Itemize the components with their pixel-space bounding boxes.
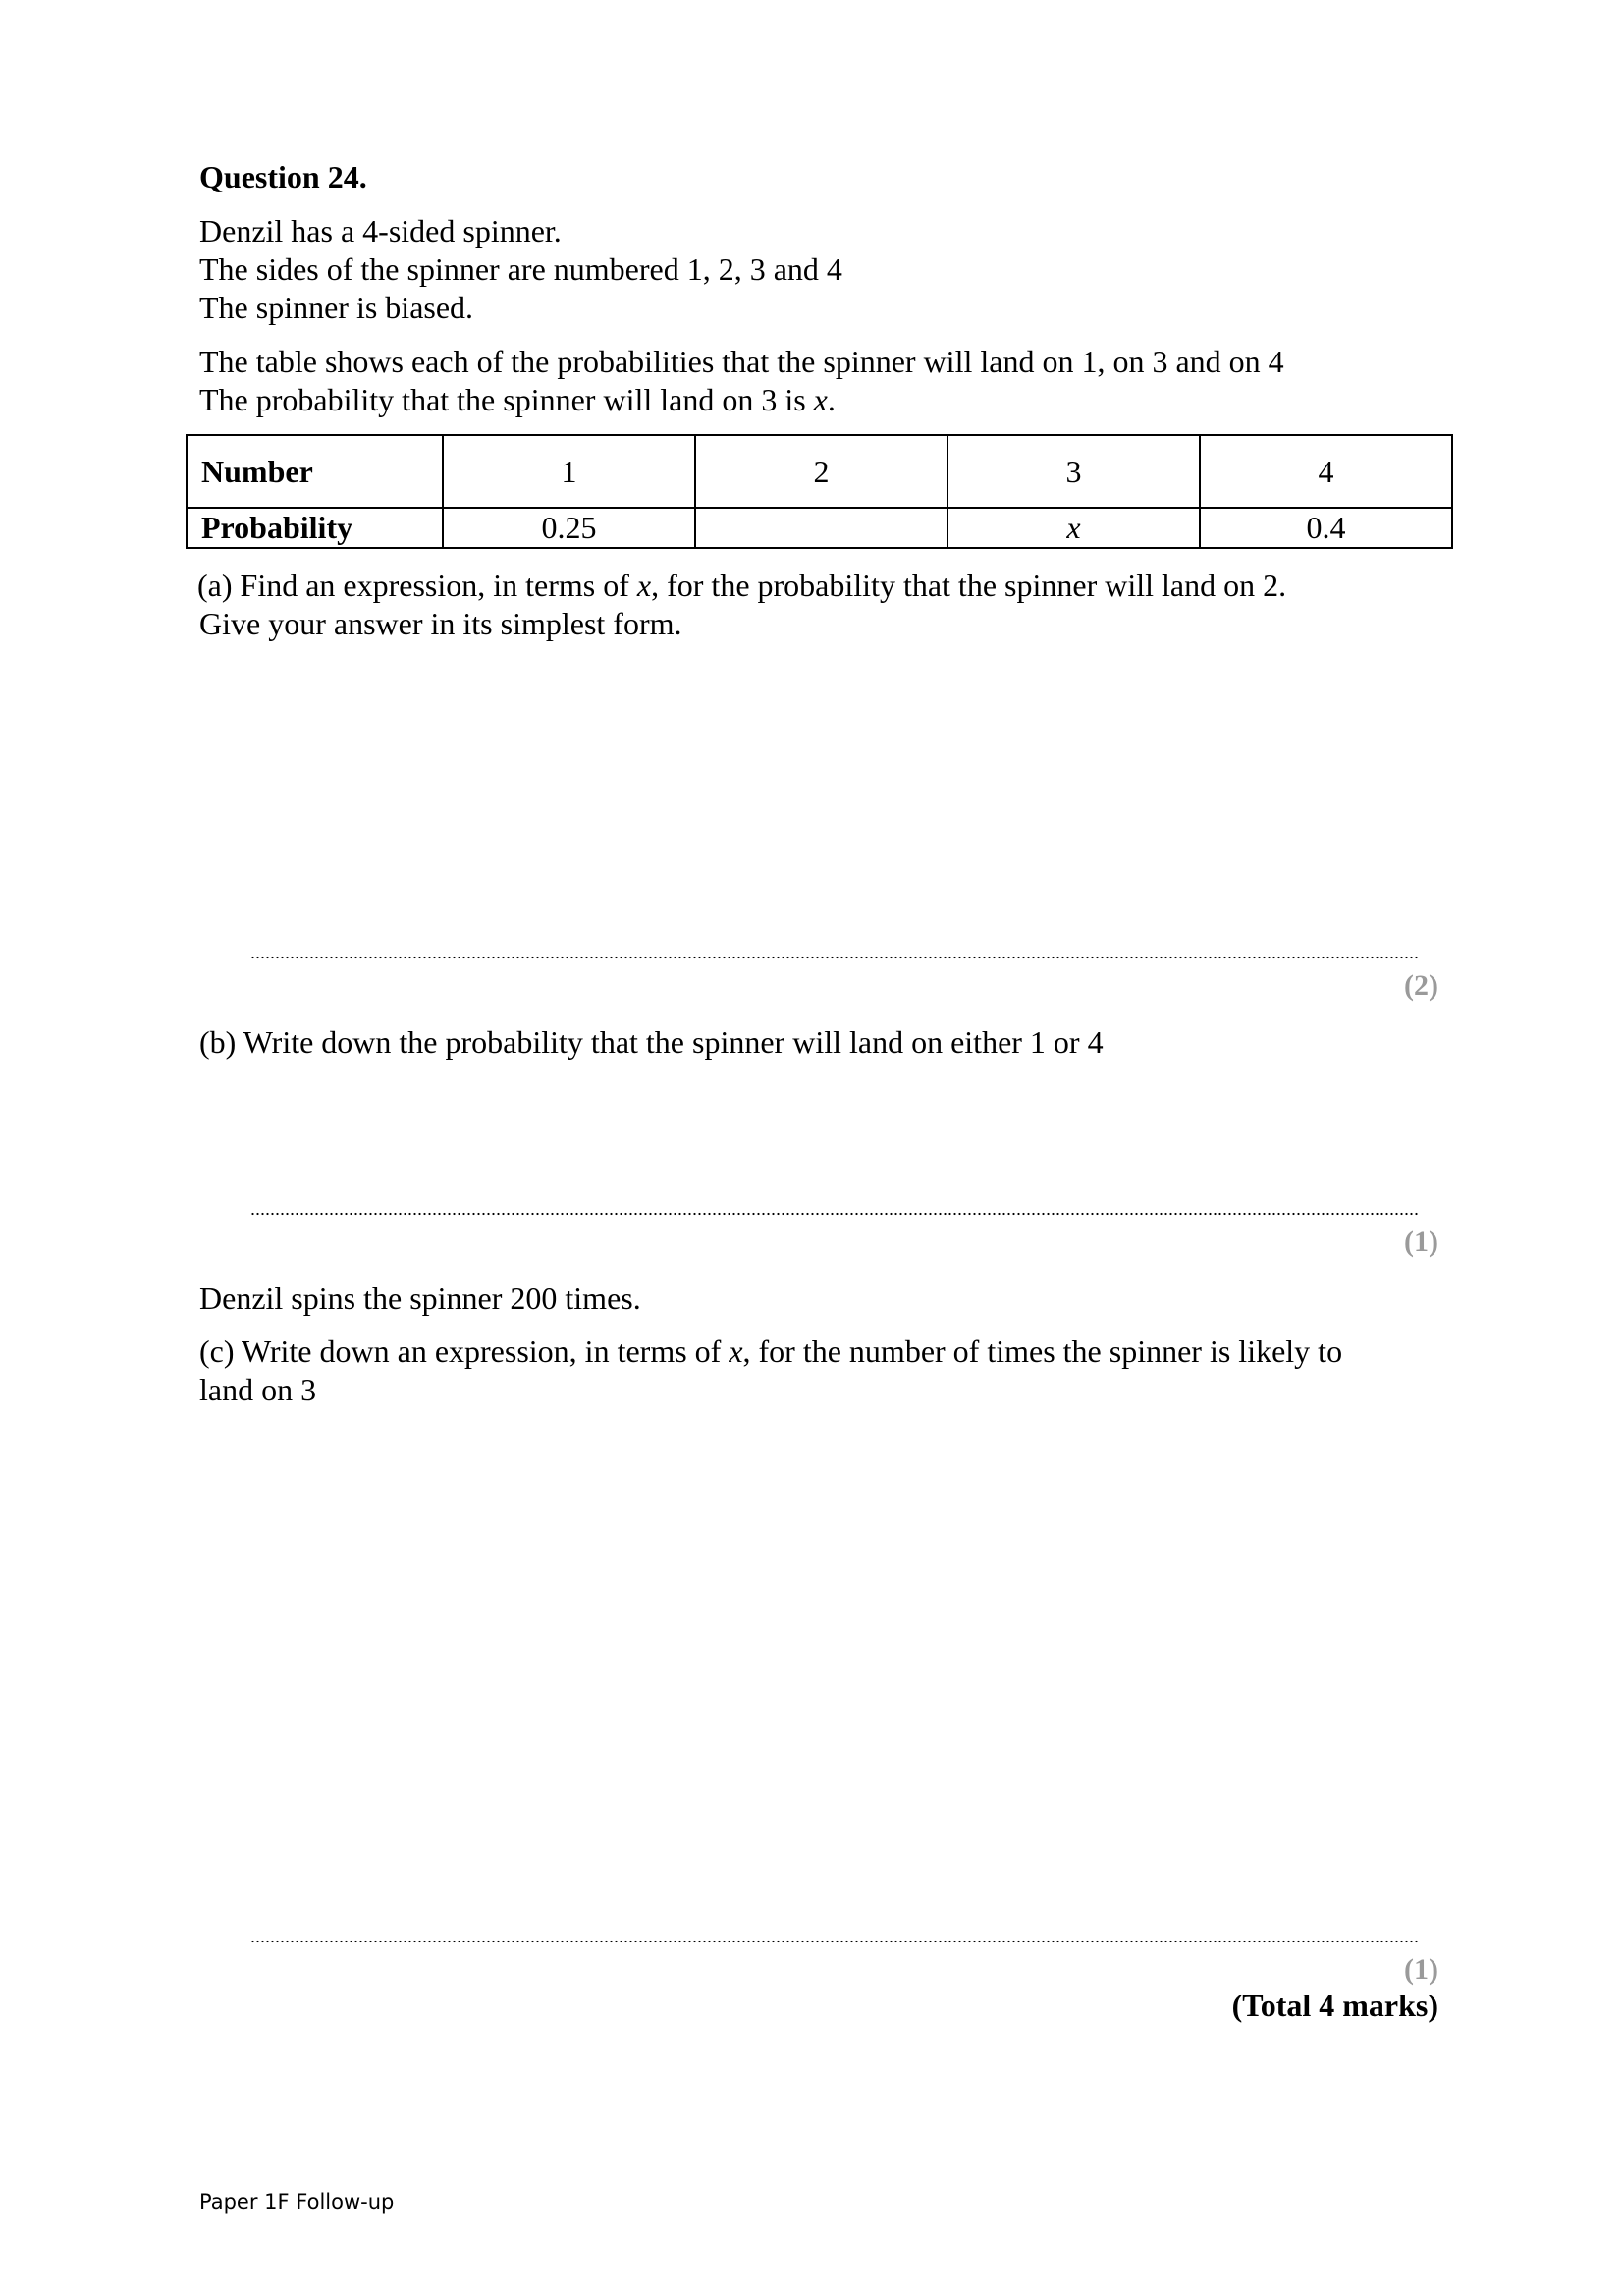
- part-a-text-end: , for the probability that the spinner will land on 2.: [651, 568, 1287, 603]
- part-c-text: (c) Write down an expression, in terms of: [199, 1334, 730, 1369]
- number-cell-2: 2: [695, 435, 947, 508]
- part-c-line-1: [199, 1333, 1342, 1371]
- number-cell-4: 4: [1200, 435, 1452, 508]
- total-marks: (Total 4 marks): [1231, 1988, 1438, 2023]
- answer-line-a[interactable]: [250, 956, 1419, 959]
- part-c-intro: Denzil spins the spinner 200 times.: [199, 1281, 641, 1316]
- variable-x: x: [729, 1334, 743, 1369]
- part-a-line-2: Give your answer in its simplest form.: [199, 606, 682, 641]
- question-title: Question 24.: [199, 159, 367, 194]
- table-intro-line-2: [199, 381, 836, 419]
- table-intro-line-2-end: .: [827, 382, 836, 417]
- page-footer: Paper 1F Follow-up: [199, 2190, 395, 2214]
- part-b-text: (b) Write down the probability that the spinner will land on either 1 or 4: [199, 1024, 1104, 1060]
- probability-cell-2: [695, 508, 947, 548]
- part-c-text-end: , for the number of times the spinner is likely to: [742, 1334, 1343, 1369]
- row-header-number: Number: [187, 435, 443, 508]
- variable-x: x: [813, 382, 828, 417]
- part-a-line-1: [197, 567, 1286, 605]
- table-intro-line-1: The table shows each of the probabilities that the spinner will land on 1, on 3 and on 4: [199, 344, 1284, 379]
- probability-cell-1: 0.25: [443, 508, 695, 548]
- part-c-line-2: land on 3: [199, 1372, 317, 1407]
- row-header-probability: Probability: [187, 508, 443, 548]
- intro-line-2: The sides of the spinner are numbered 1, 2, 3 and 4: [199, 251, 842, 287]
- marks-b: (1): [1404, 1226, 1438, 1258]
- probability-table: [186, 434, 1453, 549]
- intro-line-1: Denzil has a 4-sided spinner.: [199, 213, 562, 248]
- marks-a: (2): [1404, 969, 1438, 1002]
- part-a-text: (a) Find an expression, in terms of: [197, 568, 637, 603]
- number-cell-3: 3: [947, 435, 1200, 508]
- variable-x: x: [636, 568, 652, 603]
- table-row-number: [187, 435, 1452, 508]
- answer-line-c[interactable]: [250, 1940, 1419, 1943]
- probability-cell-4: 0.4: [1200, 508, 1452, 548]
- table-intro-line-2-text: The probability that the spinner will land on 3 is: [199, 382, 814, 417]
- number-cell-1: 1: [443, 435, 695, 508]
- answer-line-b[interactable]: [250, 1212, 1419, 1216]
- table-row-probability: [187, 508, 1452, 548]
- probability-cell-3: x: [947, 508, 1200, 548]
- marks-c: (1): [1404, 1953, 1438, 1986]
- intro-line-3: The spinner is biased.: [199, 290, 474, 325]
